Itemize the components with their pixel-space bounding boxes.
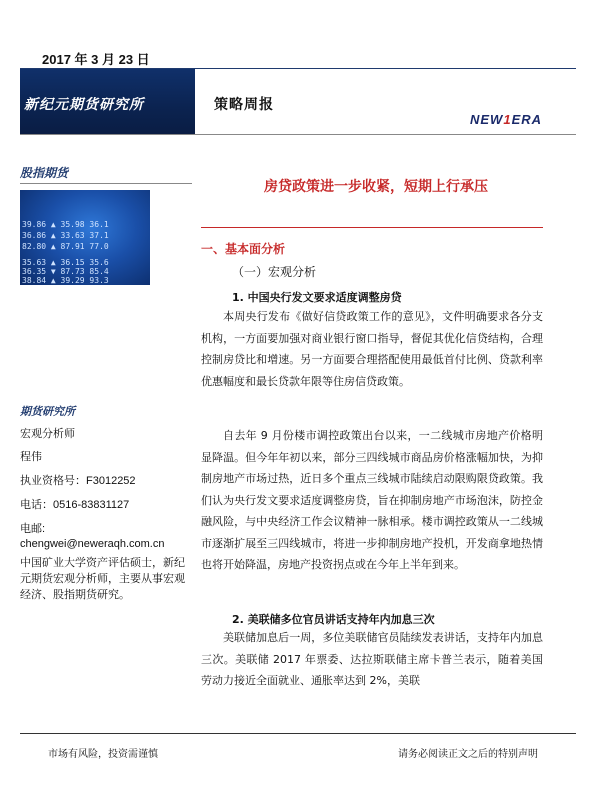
section-title: 一、基本面分析 xyxy=(201,242,286,256)
header-divider xyxy=(20,134,576,135)
analyst-name: 程伟 xyxy=(20,451,42,463)
item-title: 2. 美联储多位官员讲话支持年内加息三次 xyxy=(232,613,435,626)
item-title: 1. 中国央行发文要求适度调整房贷 xyxy=(232,291,402,304)
license-number: 执业资格号：F3012252 xyxy=(20,475,136,487)
paragraph: 自去年 9 月份楼市调控政策出台以来，一二线城市房地产价格明显降温。但今年年初以来，部分三四线城市商品房价格涨幅加快，为抑制房地产市场过热，近日多个重点三线城市陆续启动限购限贷政策。我们认为央行发文要求适度调整房贷，旨在抑制房地产市场泡沫，防控金融风险，与中央经济工作会议精神一脉相承。楼市调控政策从一二线城市逐渐扩展至三四线城市，将进一步抑制房地产投机，开发商拿地热情也将开始降温，房地产投资拐点或在今年上半年到来。 xyxy=(201,429,543,571)
ticker-row: 38.84 ▲ 39.29 93.3 xyxy=(22,276,109,285)
sidebar-divider xyxy=(20,183,192,184)
ticker-row: 35.63 ▲ 36.15 35.6 xyxy=(22,258,109,267)
stock-ticker-image xyxy=(20,190,150,285)
ticker-row: 36.86 ▲ 33.63 37.1 xyxy=(22,231,109,240)
sidebar-category: 股指期货 xyxy=(20,166,69,180)
ticker-row: 82.80 ▲ 87.91 77.0 xyxy=(22,242,109,251)
risk-warning: 市场有风险，投资需谨慎 xyxy=(48,749,158,760)
research-team: 期货研究所 xyxy=(20,405,75,418)
ticker-row: 39.86 ▲ 35.98 36.1 xyxy=(22,220,109,229)
analyst-bio: 中国矿业大学资产评估硕士，新纪元期货宏观分析师，主要从事宏观经济、股指期货研究。 xyxy=(20,557,185,601)
phone-number: 电话：0516-83831127 xyxy=(20,499,130,511)
ticker-row: 36.35 ▼ 87.73 85.4 xyxy=(22,267,109,276)
email-link[interactable]: chengwei@neweraqh.com.cn xyxy=(20,538,165,550)
analyst-role: 宏观分析师 xyxy=(20,428,75,440)
email-label: 电邮: xyxy=(20,523,46,535)
report-date: 2017 年 3 月 23 日 xyxy=(42,52,150,67)
institute-name: 新纪元期货研究所 xyxy=(24,97,144,113)
report-headline: 房贷政策进一步收紧，短期上行承压 xyxy=(264,179,488,195)
headline-divider xyxy=(201,227,543,228)
logo-text-era: ERA xyxy=(511,112,543,127)
report-type: 策略周报 xyxy=(214,97,274,113)
footer-divider xyxy=(20,733,576,734)
paragraph: 美联储加息后一周，多位美联储官员陆续发表讲话，支持年内加息三次。美联储 2017 年票委、达拉斯联储主席卡普兰表示，随着美国劳动力接近全面就业、通胀率达到 2%，美联 xyxy=(201,631,543,687)
paragraph: 本周央行发布《做好信贷政策工作的意见》，文件明确要求各分支机构，一方面要加强对商业银行窗口指导，督促其优化信贷结构，合理控制房贷比和增速。另一方面要合理搭配使用最低首付比例、贷款利率优惠幅度和最长贷款年限等住房信贷政策。 xyxy=(201,310,543,388)
logo-text-new: NEW xyxy=(470,112,504,127)
company-logo xyxy=(470,112,542,127)
subsection-title: （一）宏观分析 xyxy=(232,265,317,279)
disclaimer-notice: 请务必阅读正文之后的特别声明 xyxy=(398,749,538,760)
logo-text-one: 1 xyxy=(503,112,512,127)
